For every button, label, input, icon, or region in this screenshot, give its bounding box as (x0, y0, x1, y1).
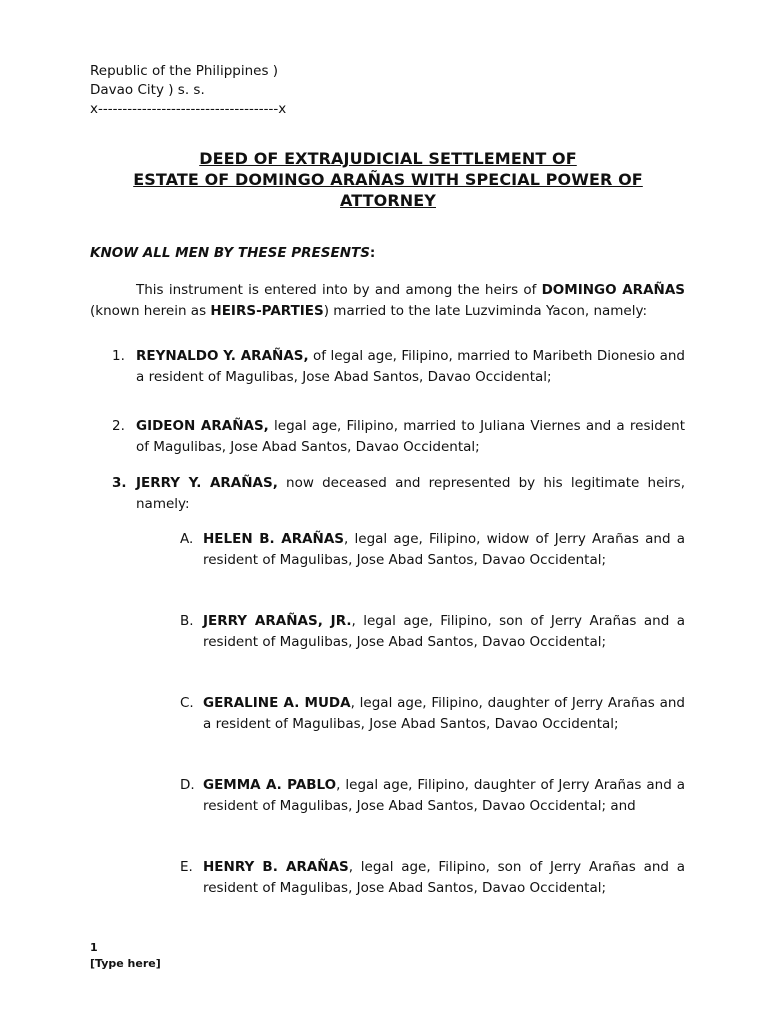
venue-line-country: Republic of the Philippines ) (90, 63, 279, 79)
sub-heir-name: GEMMA A. PABLO (203, 777, 337, 793)
sub-heir-letter: D. (180, 777, 195, 793)
sub-heir-details: , legal age, Filipino, widow of Jerry Arañas and a resident of Magulibas, Jose Abad Santos, Davao Occidental; (203, 531, 685, 568)
page-footer (90, 940, 161, 972)
sub-heir-details: , legal age, Filipino, daughter of Jerry Arañas and a resident of Magulibas, Jose Abad Santos, Davao Occidental; (203, 695, 685, 732)
sub-heir-name: HENRY B. ARAÑAS (203, 859, 349, 875)
sub-heir-item (180, 857, 685, 898)
page-number: 1 (90, 941, 98, 954)
sub-heir-item (180, 611, 685, 652)
intro-paragraph (90, 280, 685, 321)
venue-line-city: Davao City ) s. s. (90, 82, 205, 98)
footer-placeholder: [Type here] (90, 957, 161, 970)
intro-text-2: (known herein as (90, 302, 211, 319)
know-all-men-colon: : (369, 245, 376, 261)
title-line-1: DEED OF EXTRAJUDICIAL SETTLEMENT OF (199, 149, 577, 168)
heir-number: 1. (112, 348, 125, 364)
sub-heir-name: GERALINE A. MUDA (203, 695, 351, 711)
document-title (60, 148, 716, 211)
sub-heir-letter: C. (180, 695, 194, 711)
title-line-2: ESTATE OF DOMINGO ARAÑAS WITH SPECIAL POWER OF (133, 170, 643, 189)
title-line-3: ATTORNEY (340, 191, 436, 210)
heir-details: legal age, Filipino, married to Juliana Viernes and a resident of Magulibas, Jose Abad Santos, Davao Occidental; (136, 418, 685, 455)
intro-text-1: This instrument is entered into by and among the heirs of (136, 282, 542, 298)
know-all-men-text: KNOW ALL MEN BY THESE PRESENTS (90, 245, 370, 261)
sub-heir-item (180, 529, 685, 570)
venue-divider: x-------------------------------------x (90, 101, 287, 117)
heir-item (112, 346, 685, 387)
sub-heir-name: HELEN B. ARAÑAS (203, 531, 345, 547)
sub-heir-details: , legal age, Filipino, son of Jerry Arañas and a resident of Magulibas, Jose Abad Santos, Davao Occidental; (203, 613, 685, 650)
sub-heir-name: JERRY ARAÑAS, JR. (203, 613, 352, 629)
sub-heir-item (180, 775, 685, 816)
heir-item (112, 416, 685, 457)
sub-heir-letter: E. (180, 859, 193, 875)
heir-name: REYNALDO Y. ARAÑAS, (136, 348, 309, 364)
heir-details: of legal age, Filipino, married to Maribeth Dionesio and a resident of Magulibas, Jose Abad Santos, Davao Occidental; (136, 348, 685, 385)
sub-heir-details: , legal age, Filipino, son of Jerry Arañas and a resident of Magulibas, Jose Abad Santos, Davao Occidental; (203, 859, 685, 896)
decedent-name: DOMINGO ARAÑAS (541, 282, 685, 298)
intro-text-3: ) married to the late Luzviminda Yacon, namely: (323, 302, 648, 319)
sub-heir-item (180, 693, 685, 734)
heir-number: 3. (112, 475, 127, 491)
sub-heir-letter: A. (180, 531, 194, 547)
heir-item (112, 473, 685, 514)
sub-heir-details: , legal age, Filipino, daughter of Jerry Arañas and a resident of Magulibas, Jose Abad Santos, Davao Occidental; and (203, 777, 685, 814)
heir-details: now deceased and represented by his legitimate heirs, namely: (136, 475, 686, 512)
heir-name: JERRY Y. ARAÑAS, (136, 475, 278, 491)
heir-name: GIDEON ARAÑAS, (136, 418, 269, 434)
sub-heir-letter: B. (180, 613, 194, 629)
heirs-parties-term: HEIRS-PARTIES (210, 302, 324, 319)
venue-block (90, 62, 286, 119)
heir-number: 2. (112, 418, 125, 434)
know-all-men-heading (90, 245, 375, 261)
